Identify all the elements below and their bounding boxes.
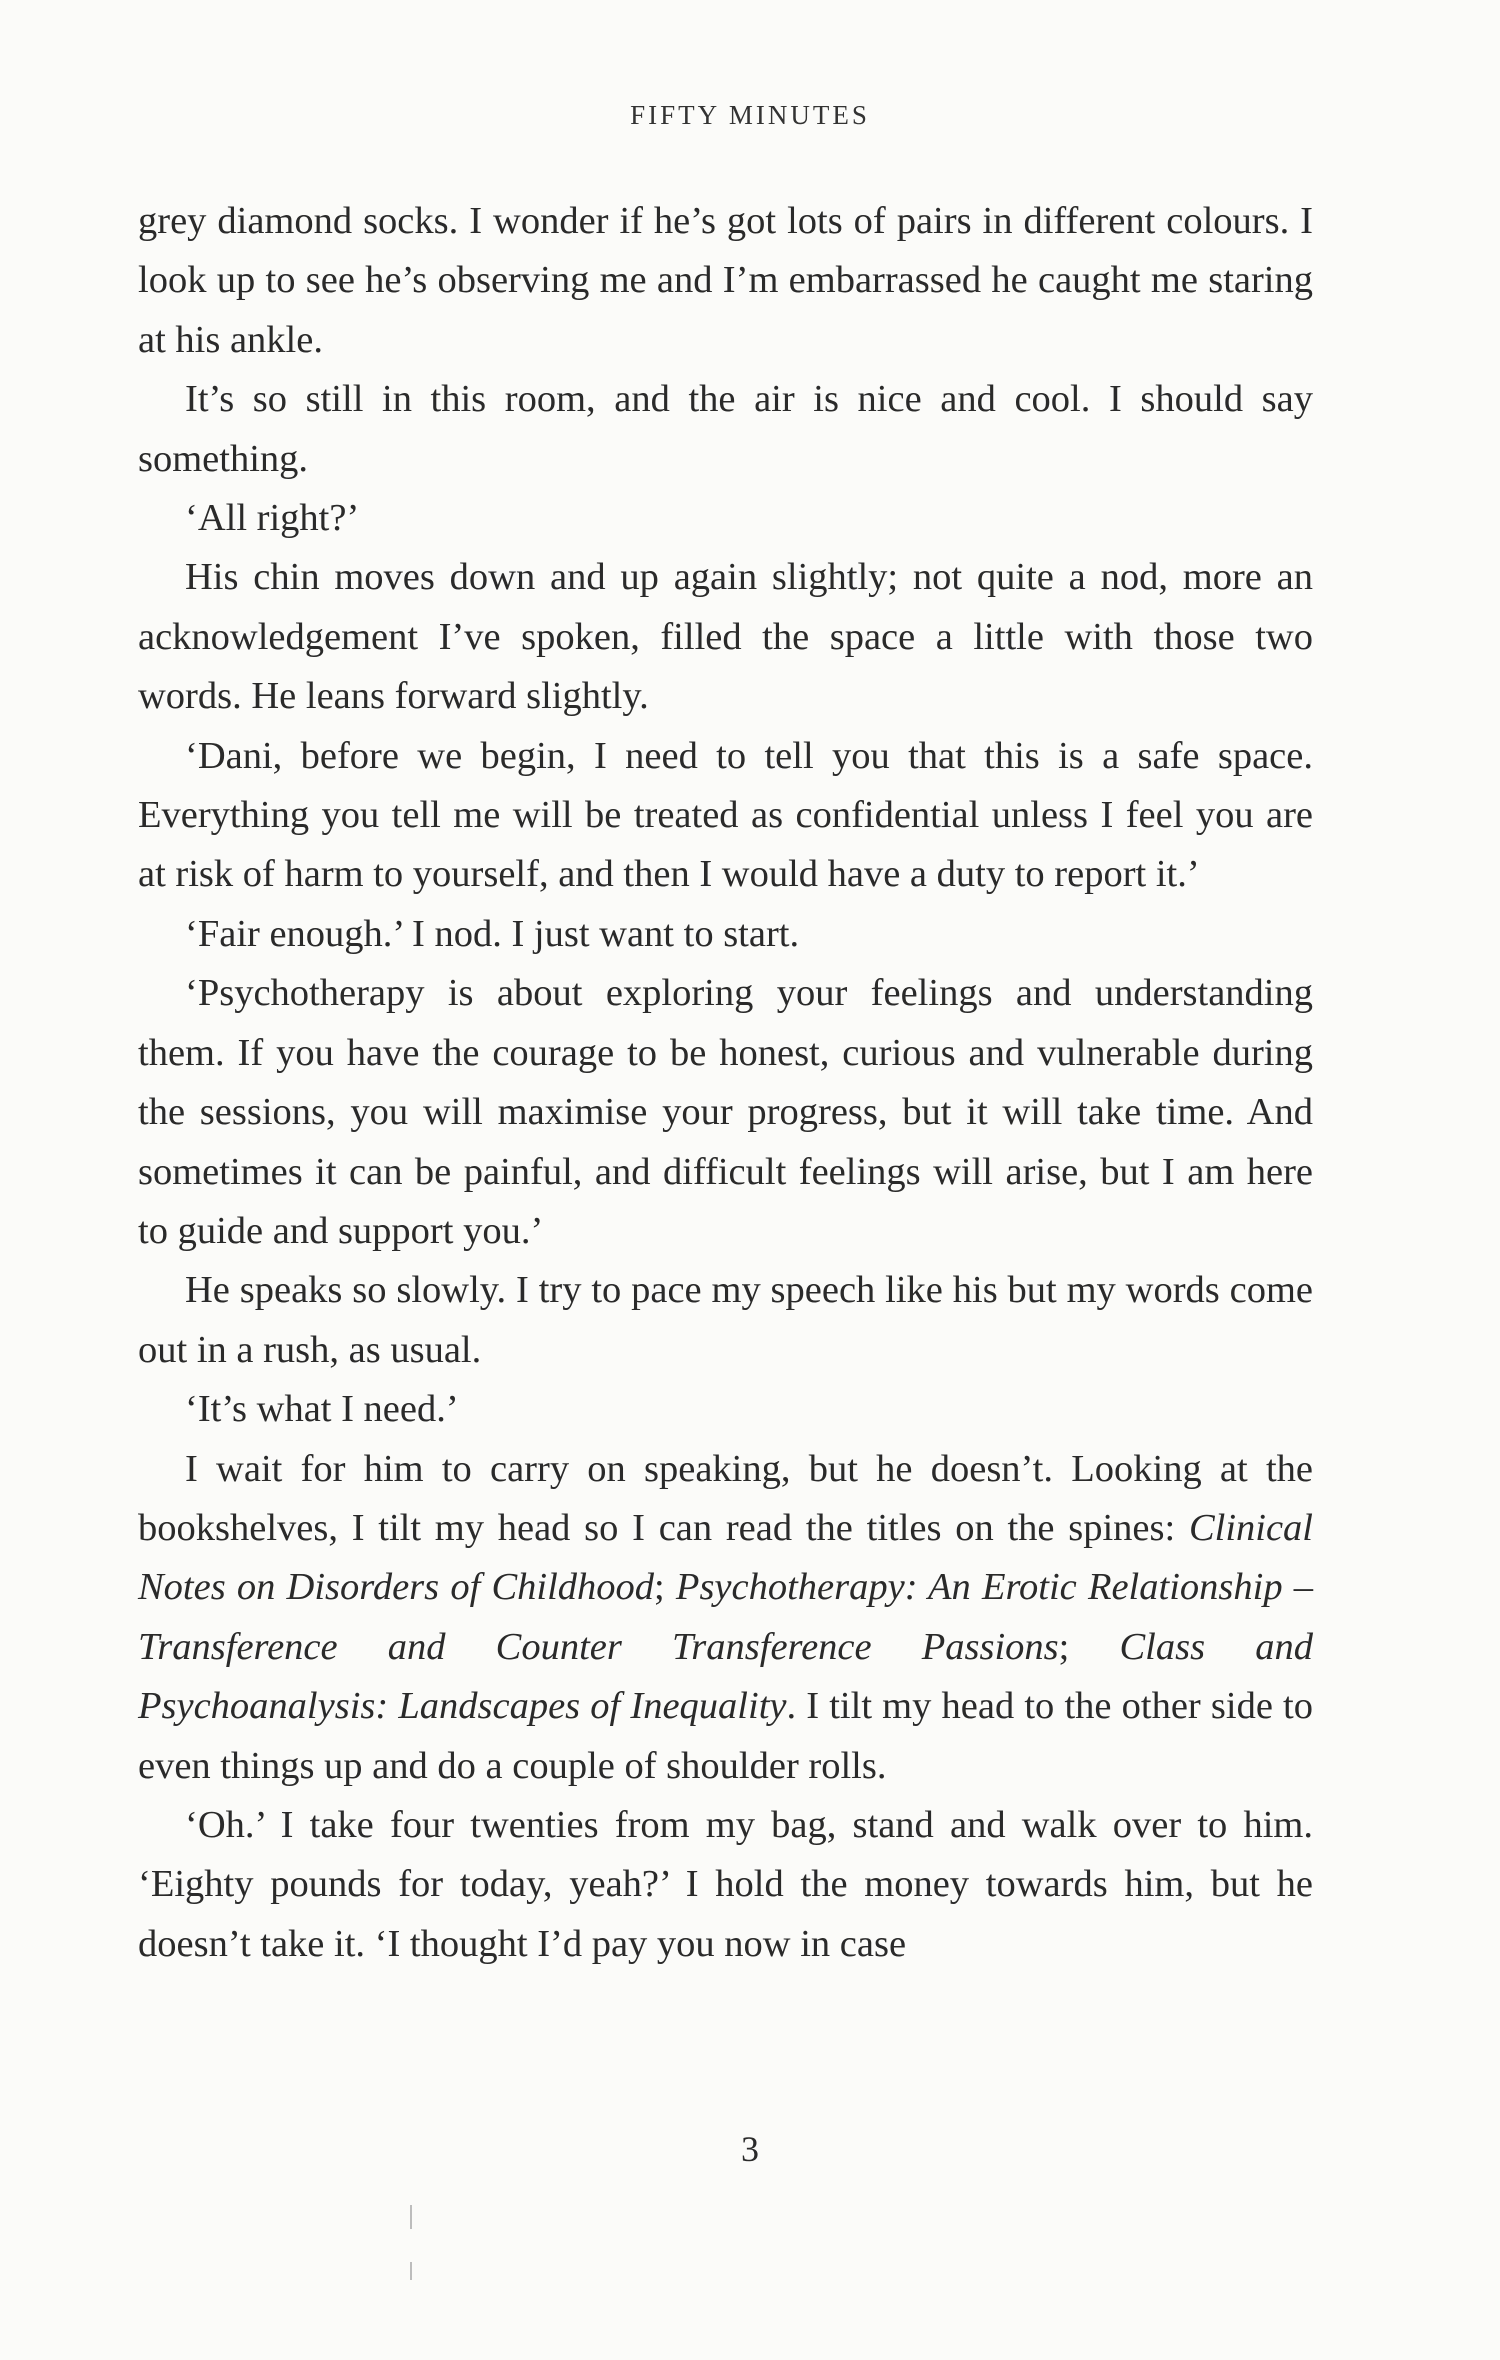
- scan-artifact-mark: [410, 2262, 412, 2280]
- text-run: ‘Oh.’ I take four twenties from my bag, stand and walk over to him. ‘Eighty pounds for today, yeah?’ I hold the money towards him, but he doesn’t take it. ‘I thought I’d pay you now in case: [138, 1803, 1313, 1965]
- text-run: . I tilt my head to the other side to even things up and do a couple of shoulder rolls.: [138, 1685, 1313, 1787]
- scan-artifact-mark: [410, 2205, 412, 2229]
- text-run: ‘Fair enough.’ I nod. I just want to start.: [185, 912, 800, 955]
- body-text: [138, 192, 1313, 1974]
- page-number: 3: [741, 2129, 759, 2169]
- text-run: I wait for him to carry on speaking, but he doesn’t. Looking at the bookshelves, I tilt my head so I can read the titles on the spines:: [138, 1447, 1313, 1549]
- paragraph: [138, 727, 1313, 905]
- text-run: ‘Dani, before we begin, I need to tell you that this is a safe space. Everything you tell me will be treated as confidential unless I feel you are at risk of harm to yourself, and then I would have a duty to report it.’: [138, 734, 1313, 896]
- text-run: ‘It’s what I need.’: [185, 1388, 459, 1431]
- paragraph: [138, 905, 1313, 964]
- paragraph: [138, 1261, 1313, 1380]
- text-run: ‘All right?’: [185, 497, 360, 540]
- paragraph: [138, 964, 1313, 1261]
- text-run: His chin moves down and up again slightly; not quite a nod, more an acknowledgement I’ve spoken, filled the space a little with those two words. He leans forward slightly.: [138, 556, 1313, 718]
- paragraph: [138, 1796, 1313, 1974]
- text-run: ;: [1058, 1625, 1120, 1668]
- paragraph: [138, 370, 1313, 489]
- paragraph: [138, 489, 1313, 548]
- text-run: He speaks so slowly. I try to pace my speech like his but my words come out in a rush, as usual.: [138, 1269, 1313, 1371]
- text-run: ;: [654, 1566, 676, 1609]
- paragraph: [138, 1380, 1313, 1439]
- running-head: FIFTY MINUTES: [630, 100, 870, 130]
- paragraph: [138, 192, 1313, 370]
- text-run: It’s so still in this room, and the air is nice and cool. I should say something.: [138, 378, 1313, 480]
- paragraph: [138, 548, 1313, 726]
- paragraph: [138, 1440, 1313, 1796]
- text-run: grey diamond socks. I wonder if he’s got lots of pairs in different colours. I look up to see he’s observing me and I’m embarrassed he caught me staring at his ankle.: [138, 200, 1313, 361]
- text-run: ‘Psychotherapy is about exploring your feelings and understanding them. If you have the courage to be honest, curious and vulnerable during the sessions, you will maximise your progress, but it will take time. And sometimes it can be painful, and difficult feelings will arise, but I am here to guide and support you.’: [138, 972, 1313, 1252]
- book-title: Psychotherapy: An Erotic Relationship – Transference and Counter Transference Passions: [138, 1566, 1313, 1668]
- book-title: Clinical Notes on Disorders of Childhood: [138, 1506, 1313, 1609]
- book-title: Class and Psychoanalysis: Landscapes of Inequality: [138, 1625, 1313, 1728]
